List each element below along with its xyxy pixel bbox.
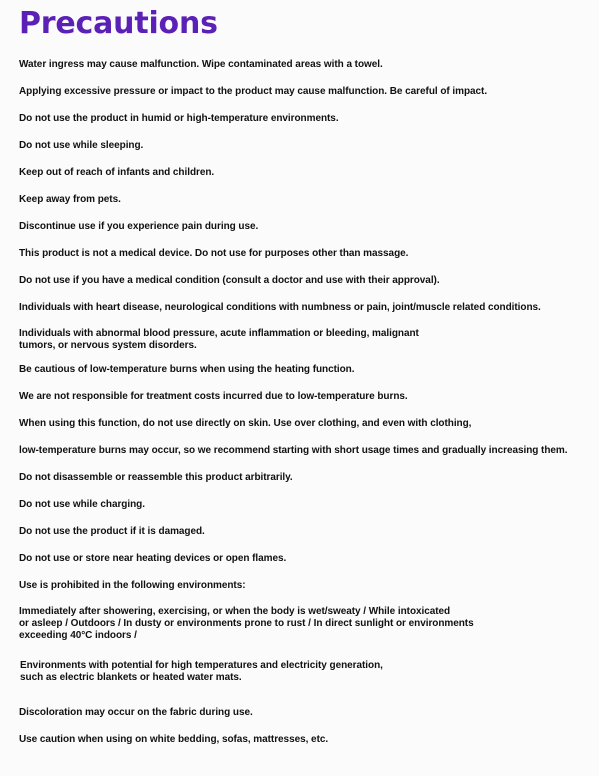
precaution-item: [19, 221, 594, 233]
precaution-line: Discontinue use if you experience pain during use.: [19, 221, 259, 232]
precaution-line: Applying excessive pressure or impact to the product may cause malfunction. Be careful of impact.: [19, 86, 488, 97]
precaution-line: Discoloration may occur on the fabric during use.: [19, 707, 253, 718]
precaution-item: [19, 580, 594, 592]
precaution-line: When using this function, do not use directly on skin. Use over clothing, and even with clothing,: [19, 418, 472, 429]
precaution-line: Keep out of reach of infants and children.: [19, 167, 215, 178]
precaution-line: Do not disassemble or reassemble this product arbitrarily.: [19, 472, 293, 483]
precaution-line: Individuals with heart disease, neurological conditions with numbness or pain, joint/muscle related conditions.: [19, 302, 541, 313]
precaution-line: Keep away from pets.: [19, 194, 121, 205]
precaution-item: [19, 553, 594, 565]
precaution-line: This product is not a medical device. Do not use for purposes other than massage.: [19, 248, 409, 259]
precaution-line: or asleep / Outdoors / In dusty or environments prone to rust / In direct sunlight or environments: [19, 618, 474, 629]
precaution-item: [19, 113, 594, 125]
precaution-item: [19, 59, 594, 71]
precaution-item: [19, 472, 594, 484]
precaution-line: Environments with potential for high temperatures and electricity generation,: [20, 660, 383, 671]
precaution-line: Do not use while sleeping.: [19, 140, 144, 151]
page-title: Precautions: [19, 6, 218, 41]
precaution-line: Immediately after showering, exercising, or when the body is wet/sweaty / While intoxicated: [19, 606, 451, 617]
precaution-item: [19, 391, 594, 403]
precaution-item: [19, 167, 594, 179]
precaution-item: [19, 499, 594, 511]
precaution-line: low-temperature burns may occur, so we recommend starting with short usage times and gradually increasing them.: [19, 445, 568, 456]
precaution-item: [19, 606, 594, 642]
precaution-line: Be cautious of low-temperature burns when using the heating function.: [19, 364, 355, 375]
precaution-item: [19, 526, 594, 538]
precaution-line: Use is prohibited in the following environments:: [19, 580, 246, 591]
precaution-line: such as electric blankets or heated water mats.: [20, 672, 242, 683]
precaution-line: Individuals with abnormal blood pressure, acute inflammation or bleeding, malignant: [19, 328, 419, 339]
precaution-line: Do not use the product in humid or high-temperature environments.: [19, 113, 339, 124]
precaution-line: Water ingress may cause malfunction. Wipe contaminated areas with a towel.: [19, 59, 383, 70]
precaution-line: Do not use while charging.: [19, 499, 145, 510]
precaution-item: [19, 707, 594, 719]
precaution-item: [20, 660, 595, 684]
precaution-line: exceeding 40°C indoors /: [19, 630, 137, 641]
precaution-item: [19, 194, 594, 206]
precaution-item: [19, 418, 594, 430]
precaution-item: [19, 275, 594, 287]
precaution-line: tumors, or nervous system disorders.: [19, 340, 197, 351]
precaution-item: [19, 302, 594, 314]
precaution-line: Use caution when using on white bedding, sofas, mattresses, etc.: [19, 734, 329, 745]
precaution-line: Do not use or store near heating devices or open flames.: [19, 553, 287, 564]
precaution-item: [19, 364, 594, 376]
precaution-item: [19, 734, 594, 746]
precaution-line: Do not use the product if it is damaged.: [19, 526, 205, 537]
precaution-line: We are not responsible for treatment costs incurred due to low-temperature burns.: [19, 391, 408, 402]
precaution-item: [19, 86, 594, 98]
precaution-item: [19, 248, 594, 260]
precaution-item: [19, 140, 594, 152]
precaution-item: [19, 328, 594, 352]
precaution-item: [19, 445, 594, 457]
precaution-line: Do not use if you have a medical condition (consult a doctor and use with their approval).: [19, 275, 440, 286]
